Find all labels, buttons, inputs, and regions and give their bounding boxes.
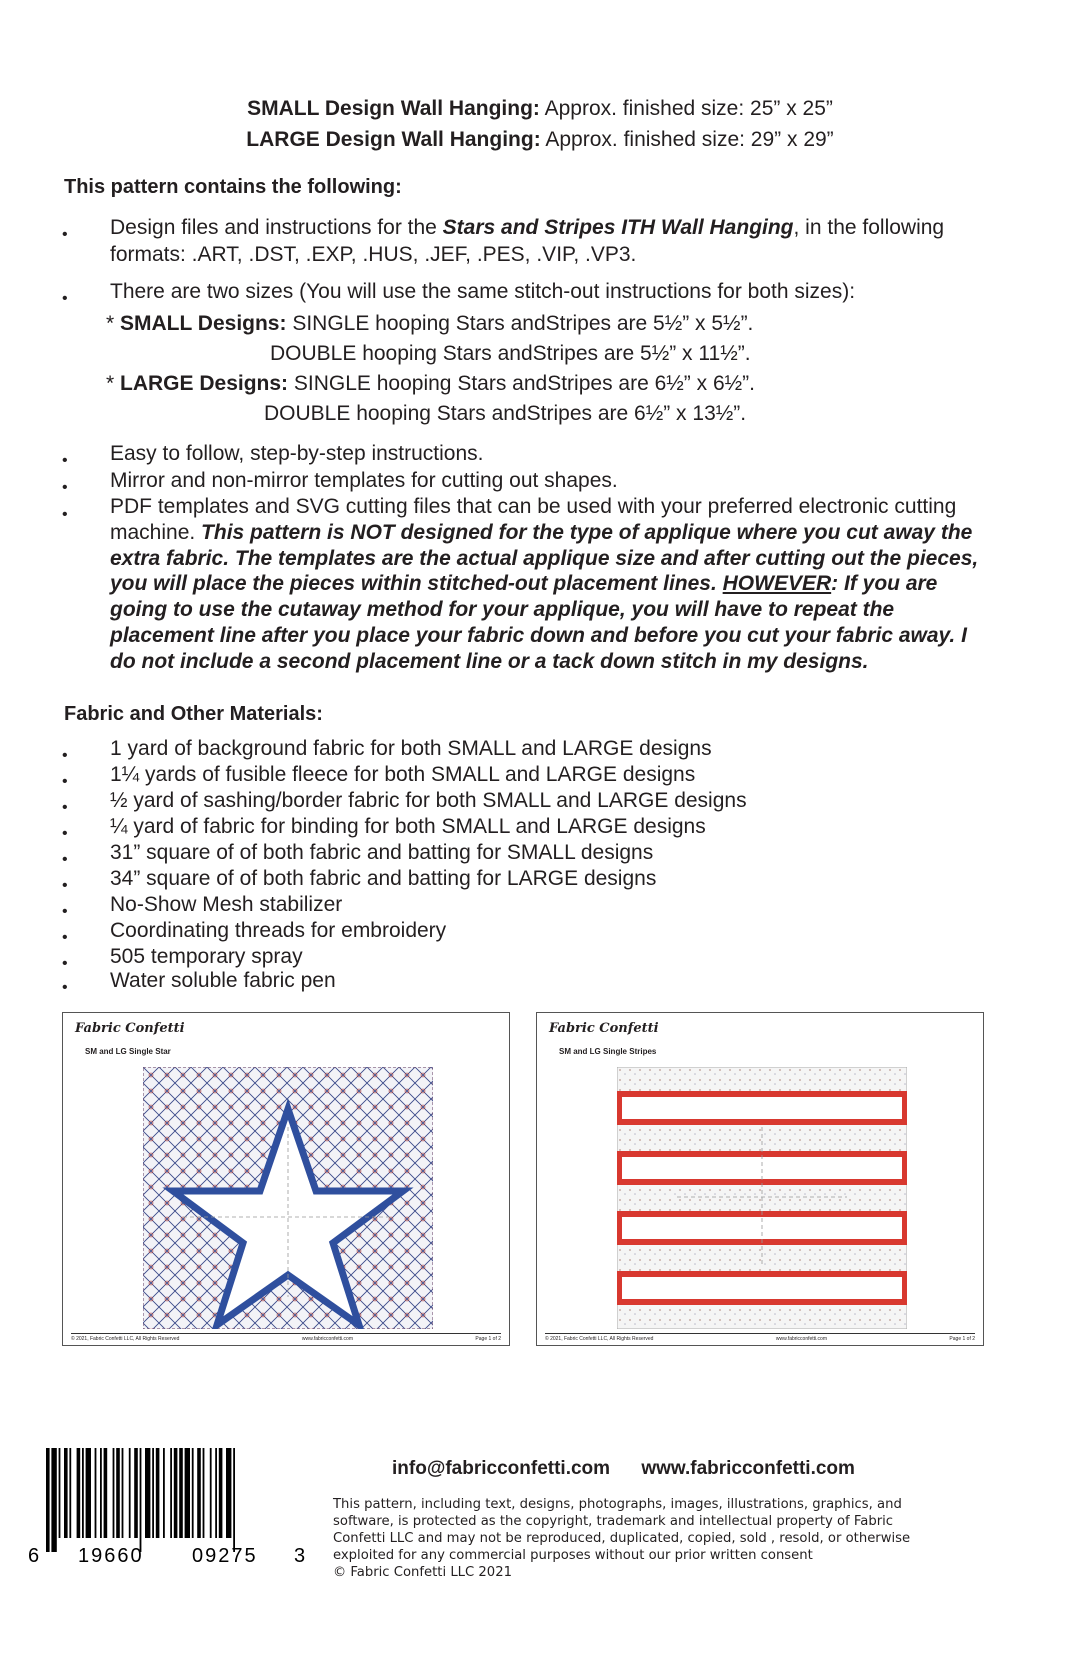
fabric-confetti-logo: Fabric Confetti — [549, 1021, 659, 1036]
barcode-bar — [113, 1448, 115, 1538]
large-size-line: LARGE Design Wall Hanging: Approx. finished size: 29” x 29” — [246, 128, 834, 151]
barcode-bar — [95, 1448, 97, 1538]
panel-footer: © 2021, Fabric Confetti LLC, All Rights Reserved www.fabricconfetti.com Page 1 of 2 — [545, 1333, 975, 1342]
large-designs-double: DOUBLE hooping Stars andStripes are 6½” x 13½”. — [264, 402, 747, 425]
material-item: Coordinating threads for embroidery — [110, 919, 447, 942]
barcode-bar — [152, 1448, 154, 1538]
barcode-bar — [104, 1448, 108, 1538]
material-item: 31” square of of both fabric and batting for SMALL designs — [110, 841, 654, 864]
panel-title: SM and LG Single Stripes — [559, 1047, 657, 1056]
material-item: 505 temporary spray — [110, 945, 303, 968]
barcode-bar — [145, 1448, 150, 1538]
barcode-bar — [226, 1448, 231, 1538]
contains-item-sizes: There are two sizes (You will use the same stitch-out instructions for both sizes): — [110, 280, 856, 303]
legal-copyright: © Fabric Confetti LLC 2021 — [333, 1565, 512, 1580]
bullet: • — [62, 799, 68, 816]
legal-text: This pattern, including text, designs, photographs, images, illustrations, graphics, and software, is protected as the copyright, trademark and intellectual property of Fabric Confetti LLC and may not be reproduced, duplicated, copied, sold , resold, or otherwise exploited for any commercial purposes without our prior written consent — [333, 1497, 911, 1563]
barcode-bar — [233, 1448, 235, 1552]
bullet: • — [62, 226, 68, 243]
small-designs-single: * SMALL Designs: SINGLE hooping Stars andStripes are 5½” x 5½”. — [106, 312, 754, 335]
panel-footer: © 2021, Fabric Confetti LLC, All Rights Reserved www.fabricconfetti.com Page 1 of 2 — [71, 1333, 501, 1342]
stripe-applique — [619, 1094, 905, 1122]
finished-sizes — [0, 93, 1080, 155]
panel-title: SM and LG Single Star — [85, 1047, 171, 1056]
barcode-bar — [210, 1448, 212, 1538]
bullet: • — [62, 773, 68, 790]
barcode-last-digit: 3 — [294, 1545, 306, 1566]
barcode-bar — [192, 1448, 194, 1538]
barcode-bar — [82, 1448, 84, 1538]
material-item: 1¼ yards of fusible fleece for both SMALL and LARGE designs — [110, 763, 696, 786]
barcode-bar — [140, 1448, 142, 1552]
barcode-bar — [219, 1448, 223, 1538]
bullet: • — [62, 979, 68, 996]
barcode-bar — [197, 1448, 201, 1538]
bullet: • — [62, 290, 68, 307]
contains-item-templates: Mirror and non-mirror templates for cutting out shapes. — [110, 469, 618, 492]
star-template-preview — [62, 1012, 510, 1346]
barcode-bar — [174, 1448, 178, 1538]
bullet: • — [62, 479, 68, 496]
bullet: • — [62, 903, 68, 920]
barcode-bar — [77, 1448, 81, 1538]
material-item: 34” square of of both fabric and batting for LARGE designs — [110, 867, 657, 890]
barcode-bar — [64, 1448, 68, 1538]
contains-item-files: Design files and instructions for the Stars and Stripes ITH Wall Hanging, in the following formats: .ART, .DST, .EXP, .HUS, .JEF, .PES, .VIP, .VP3. — [110, 216, 945, 266]
barcode-bar — [185, 1448, 190, 1538]
barcode-bar — [122, 1448, 124, 1538]
barcode-first-digit: 6 — [28, 1545, 40, 1566]
upc-barcode — [26, 1446, 326, 1566]
bullet: • — [62, 506, 68, 523]
material-item: Water soluble fabric pen — [110, 969, 336, 992]
barcode-group-1: 19660 — [78, 1545, 144, 1566]
barcode-bar — [156, 1448, 160, 1538]
material-item: 1 yard of background fabric for both SMALL and LARGE designs — [110, 737, 712, 760]
bullet: • — [62, 452, 68, 469]
barcode-bar — [69, 1448, 71, 1538]
stripe-applique — [619, 1274, 905, 1302]
barcode-bar — [203, 1448, 205, 1538]
contact-line — [392, 1458, 881, 1480]
barcode-bar — [170, 1448, 172, 1538]
materials-heading: Fabric and Other Materials: — [64, 703, 323, 725]
barcode-bar — [129, 1448, 131, 1538]
barcode-bar — [51, 1448, 56, 1552]
material-item: No-Show Mesh stabilizer — [110, 893, 343, 916]
bullet: • — [62, 825, 68, 842]
large-designs-single: * LARGE Designs: SINGLE hooping Stars andStripes are 6½” x 6½”. — [106, 372, 755, 395]
contains-heading: This pattern contains the following: — [64, 176, 402, 198]
bullet: • — [62, 877, 68, 894]
barcode-bar — [116, 1448, 120, 1538]
contains-item-instructions: Easy to follow, step-by-step instructions. — [110, 442, 484, 465]
small-size-line: SMALL Design Wall Hanging: Approx. finished size: 25” x 25” — [247, 97, 833, 120]
contains-item-pdf-svg: PDF templates and SVG cutting files that can be used with your preferred electronic cutting machine. This pattern is NOT designed for the type of applique where you cut away the extra fabric. The templates are the actual applique size and after cutting out the pieces, you will place the pieces within stitched-out placement lines. HOWEVER: If you are going to use the cutaway method for your applique, you will have to repeat the placement line after you place your fabric down and before you cut your fabric away. I do not include a second placement line or a tack down stitch in my designs. — [110, 495, 979, 673]
barcode-bar — [179, 1448, 183, 1538]
barcode-bar — [46, 1448, 50, 1552]
stripes-template-preview — [536, 1012, 984, 1346]
fabric-confetti-logo: Fabric Confetti — [75, 1021, 185, 1036]
legal-notice — [333, 1496, 943, 1581]
bullet: • — [62, 929, 68, 946]
barcode-group-2: 09275 — [192, 1545, 258, 1566]
contact-website[interactable]: www.fabricconfetti.com — [641, 1458, 855, 1479]
barcode-bars — [46, 1448, 235, 1552]
bullet: • — [62, 851, 68, 868]
contact-email[interactable]: info@fabricconfetti.com — [392, 1458, 611, 1479]
barcode-bar — [59, 1448, 61, 1538]
barcode-bar — [163, 1448, 165, 1538]
barcode-bar — [100, 1448, 102, 1538]
barcode-bar — [86, 1448, 91, 1538]
small-designs-double: DOUBLE hooping Stars andStripes are 5½” x 11½”. — [270, 342, 751, 365]
bullet: • — [62, 955, 68, 972]
star-quilt-block — [143, 1067, 433, 1329]
stripes-quilt-block — [617, 1067, 907, 1329]
material-item: ½ yard of sashing/border fabric for both SMALL and LARGE designs — [110, 789, 747, 812]
bullet: • — [62, 747, 68, 764]
barcode-bar — [215, 1448, 217, 1538]
barcode-bar — [134, 1448, 138, 1538]
material-item: ¼ yard of fabric for binding for both SMALL and LARGE designs — [110, 815, 706, 838]
